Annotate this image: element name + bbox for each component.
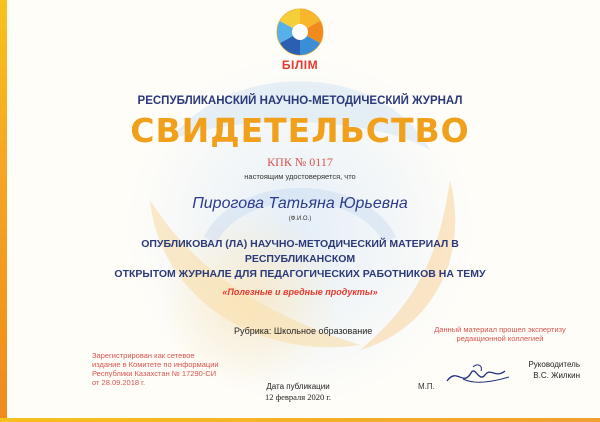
published-statement	[90, 237, 510, 282]
published-line-2: ОТКРЫТОМ ЖУРНАЛЕ ДЛЯ ПЕДАГОГИЧЕСКИХ РАБОТНИКОВ НА ТЕМУ	[114, 268, 486, 280]
brand-logo-text: БІЛІМ	[281, 58, 319, 72]
journal-name: РЕСПУБЛИКАНСКИЙ НАУЧНО-МЕТОДИЧЕСКИЙ ЖУРНАЛ	[137, 95, 463, 107]
name-caption: (Ф.И.О.)	[288, 216, 312, 222]
certificate-number: КПК № 0117	[267, 155, 333, 169]
certificate-title: СВИДЕТЕЛЬСТВО	[130, 111, 470, 150]
topic-title: «Полезные и вредные продукты»	[222, 287, 378, 297]
director-block	[500, 359, 580, 381]
expertise-line-1: Данный материал прошел экспертизу	[434, 325, 566, 334]
registration-line-1: Зарегистрирован как сетевое	[92, 351, 195, 360]
certify-text: настоящим удостоверяется, что	[244, 172, 356, 181]
director-name: В.С. Жилкин	[533, 371, 580, 380]
registration-note	[92, 351, 252, 387]
registration-line-4: от 28.09.2018 г.	[92, 378, 146, 387]
bottom-border-stripe	[0, 418, 600, 422]
published-line-1: ОПУБЛИКОВАЛ (ЛА) НАУЧНО-МЕТОДИЧЕСКИЙ МАТЕРИАЛ В РЕСПУБЛИКАНСКОМ	[141, 238, 459, 265]
seal-placeholder: М.П.	[418, 382, 435, 391]
expertise-note	[410, 325, 590, 343]
bilim-logo-icon	[272, 6, 328, 58]
expertise-line-2: редакционной коллегией	[456, 334, 544, 343]
recipient-name: Пирогова Татьяна Юрьевна	[192, 195, 408, 212]
registration-line-2: издание в Комитете по информации	[92, 360, 219, 369]
director-title: Руководитель	[528, 360, 580, 369]
registration-line-3: Республики Казахстан № 17290-СИ	[92, 369, 217, 378]
publication-date-block	[238, 381, 358, 403]
publication-date-label: Дата публикации	[266, 382, 330, 391]
rubric-label: Рубрика: Школьное образование	[234, 326, 373, 336]
publication-date: 12 февраля 2020 г.	[264, 392, 332, 402]
